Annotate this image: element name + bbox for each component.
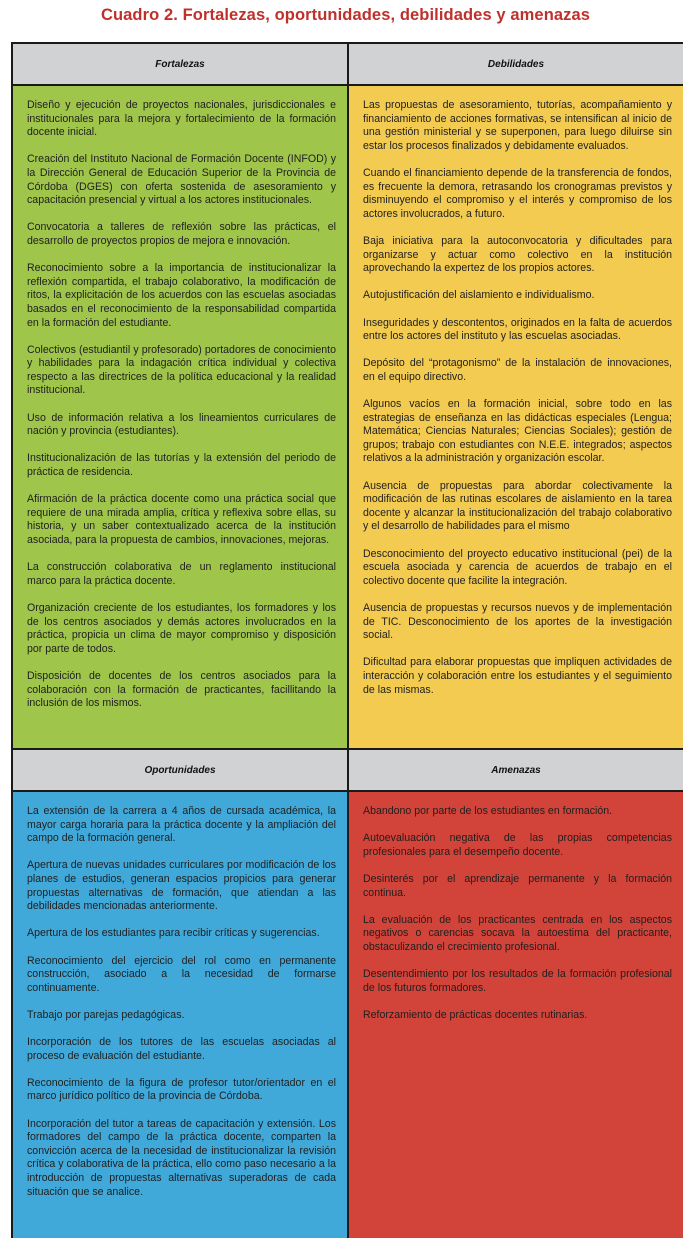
list-item: La extensión de la carrera a 4 años de cursada académica, la mayor carga horaria para la práctica docente y la ampliación del campo de la formación general.: [27, 805, 336, 845]
cell-fortalezas: [13, 86, 347, 748]
list-item: Abandono por parte de los estudiantes en formación.: [363, 805, 613, 817]
list-item: Autojustificación del aislamiento e individualismo.: [363, 289, 595, 302]
list-item: Desinterés por el aprendizaje permanente y la formación continua.: [363, 872, 672, 899]
list-item: Convocatoria a talleres de reflexión sobre las prácticas, el desarrollo de proyectos propios de mejora e innovación.: [27, 221, 336, 247]
list-item: Desentendimiento por los resultados de la formación profesional de los futuros formadores.: [363, 968, 672, 994]
header-debilidades: Debilidades: [349, 44, 683, 84]
list-item: Institucionalización de las tutorías y la extensión del periodo de práctica de residencia.: [27, 452, 336, 479]
list-item: Reconocimiento del ejercicio del rol como en permanente construcción, asociado a la necesidad de formarse continuamente.: [27, 954, 336, 994]
header-amenazas: Amenazas: [349, 750, 683, 790]
list-item: Inseguridades y descontentos, originados en la falta de acuerdos entre los actores del instituto y las escuelas asociadas.: [363, 316, 672, 343]
list-item: Reconocimiento de la figura de profesor tutor/orientador en el marco jurídico político de la provincia de Córdoba.: [27, 1076, 336, 1103]
header-oportunidades: Oportunidades: [13, 750, 347, 790]
list-item: Algunos vacíos en la formación inicial, sobre todo en las estrategias de enseñanza en las didácticas especiales (Lengua; Matemática; Ciencias Naturales; Ciencias Sociales); gestión de grupos; trabajo con estudiantes con N.E.E. integrados; aspectos relativos a la administración y organización escolar.: [363, 398, 672, 465]
list-item: Reforzamiento de prácticas docentes rutinarias.: [363, 1008, 588, 1021]
list-item: Diseño y ejecución de proyectos nacionales, jurisdiccionales e institucionales para la mejora y fortalecimiento de la formación docente inicial.: [27, 99, 336, 139]
list-item: Cuando el financiamiento depende de la transferencia de fondos, es frecuente la demora, retrasando los cronogramas previstos y disminuyendo el compromiso y el interés y compromiso de los actores involucrados, a futuro.: [363, 166, 672, 220]
list-item: Las propuestas de asesoramiento, tutorías, acompañamiento y financiamiento de acciones formativas, se intensifican al inicio de una gestión ministerial y se superponen, para luego diluirse sin estar los procesos finalizados y debidamente evaluados.: [363, 99, 672, 152]
list-item: Incorporación del tutor a tareas de capacitación y extensión. Los formadores del campo de la práctica docente, comparten la convicción acerca de la necesidad de institucionalizar la revisión crítica y colaborativa de la práctica, ello como paso necesario a la introducción de propuestas alternativas superadoras de cada situación que se analice.: [27, 1117, 336, 1198]
list-item: Baja iniciativa para la autoconvocatoria y dificultades para organizarse y actuar como colectivo en la institución aprovechando la expertez de los propios actores.: [363, 234, 672, 275]
list-item: Ausencia de propuestas para abordar colectivamente la modificación de las rutinas escolares de aislamiento en la tarea docente y alcanzar la institucionalización del trabajo colaborativo y el desarrollo de habilidades para el mismo: [363, 479, 672, 533]
list-item: La construcción colaborativa de un reglamento institucional marco para la práctica docente.: [27, 561, 336, 587]
cell-debilidades: [349, 86, 683, 748]
list-item: Autoevaluación negativa de las propias competencias profesionales para el desempeño docente.: [363, 832, 672, 858]
table-title: Cuadro 2. Fortalezas, oportunidades, debilidades y amenazas: [100, 6, 591, 24]
list-item: Apertura de nuevas unidades curriculares por modificación de los planes de estudios, generan espacios propicios para generar propuestas alternativas de formación, que atiendan a las debilidades mencionadas anteriormente.: [27, 859, 336, 913]
cell-oportunidades: [13, 792, 347, 1238]
header-fortalezas: Fortalezas: [13, 44, 347, 84]
list-item: Trabajo por parejas pedagógicas.: [27, 1008, 185, 1021]
list-item: Incorporación de los tutores de las escuelas asociadas al proceso de evaluación del estudiante.: [27, 1036, 336, 1062]
list-item: Ausencia de propuestas y recursos nuevos y de implementación de TIC. Desconocimiento de los aportes de la investigación social.: [363, 601, 672, 642]
list-item: Reconocimiento sobre a la importancia de institucionalizar la reflexión compartida, el trabajo colaborativo, la modificación de ritos, la explicitación de los acuerdos con las escuelas asociadas basados en el reconocimiento de la responsabilidad compartida en la formación del estudiante.: [27, 262, 336, 329]
list-item: Colectivos (estudiantil y profesorado) portadores de conocimiento y habilidades para la indagación crítica individual y colectiva respecto a las directrices de la política educacional y la realidad institucional.: [27, 343, 336, 397]
list-item: Organización creciente de los estudiantes, los formadores y los de los centros asociados y demás actores involucrados en la práctica, propicia un clima de mayor compromiso y disposición por parte de todos.: [27, 601, 336, 655]
swot-table: [11, 42, 683, 1238]
list-item: Disposición de docentes de los centros asociados para la colaboración con la formación de practicantes, facillitando la inclusión de los mismos.: [27, 669, 336, 710]
list-item: Desconocimiento del proyecto educativo institucional (pei) de la escuela asociada y carencia de acuerdos de trabajo en el colectivo docente que facilite la integración.: [363, 547, 672, 587]
list-item: Afirmación de la práctica docente como una práctica social que requiere de una mirada amplia, crítica y reflexiva sobre ellas, su historia, y un saber contextualizado acerca de la institución asociada, para la propuesta de cambios, innovaciones, mejoras.: [27, 493, 336, 546]
list-item: Apertura de los estudiantes para recibir críticas y sugerencias.: [27, 927, 320, 940]
list-item: Dificultad para elaborar propuestas que impliquen actividades de interacción y colaboración entre los estudiantes y el seguimiento de las mismas.: [363, 656, 672, 696]
list-item: Uso de información relativa a los lineamientos curriculares de nación y provincia (estudiantes).: [27, 411, 336, 438]
list-item: Depósito del “protagonismo” de la instalación de innovaciones, en el equipo directivo.: [363, 357, 672, 383]
list-item: Creación del Instituto Nacional de Formación Docente (INFOD) y la Dirección General de Educación Superior de la Provincia de Córdoba (DGES) con oferta sostenida de asesoramiento y capacitación presencial y virtual a los actores institucionales.: [27, 153, 336, 207]
list-item: La evaluación de los practicantes centrada en los aspectos negativos o carencias socava la autoestima del practicante, obstaculizando el crecimiento profesional.: [363, 913, 672, 953]
cell-amenazas: [349, 792, 683, 1238]
